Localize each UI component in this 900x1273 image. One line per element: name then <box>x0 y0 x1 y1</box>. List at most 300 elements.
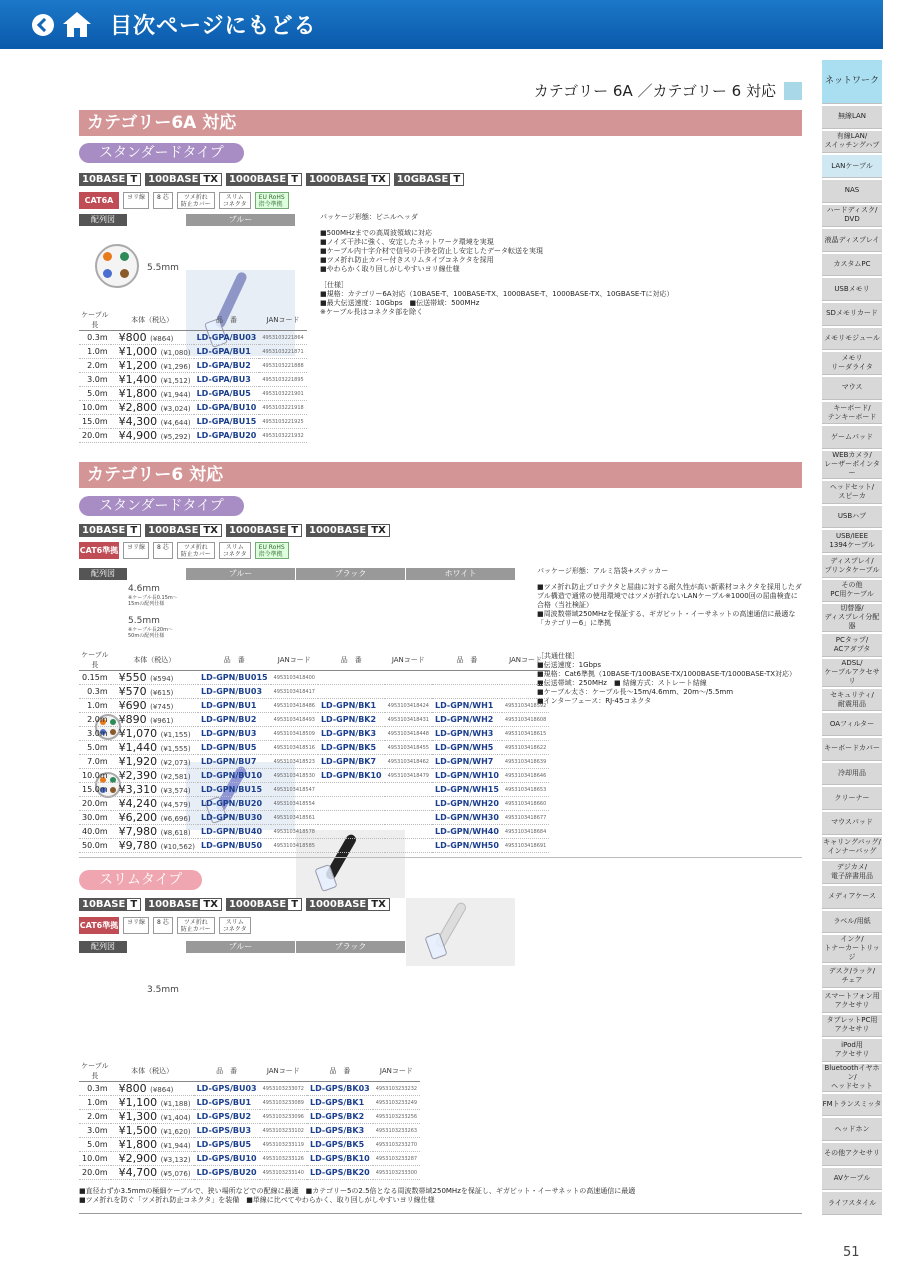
ethernet-standard-badge <box>306 524 390 537</box>
cable-length: 1.0m <box>79 699 111 713</box>
price <box>111 1166 194 1180</box>
price-incl-tax: (¥1,620) <box>160 1128 191 1136</box>
feature-badge: ヨリ線 <box>123 542 149 559</box>
badge-suffix: T <box>130 899 138 910</box>
product-code[interactable]: LD-GPS/BK2 <box>307 1110 373 1124</box>
column-header: 品 番 <box>194 310 260 331</box>
jan-code: 4953103418684 <box>502 825 549 839</box>
ethernet-standard-badge <box>306 898 390 911</box>
package-type: パッケージ形態：ビニルヘッダ <box>320 213 418 221</box>
sidebar-item[interactable]: タブレットPC用 アクセサリ <box>822 1015 882 1038</box>
badge-base: 10BASE <box>82 525 126 536</box>
price-table-cat6 <box>79 650 549 853</box>
price-excl-tax: ¥1,800 <box>118 1138 158 1151</box>
column-header: JANコード <box>260 1061 307 1082</box>
sidebar-item[interactable]: キャリングバッグ/ インナーバッグ <box>822 837 882 860</box>
cable-length: 2.0m <box>79 1110 111 1124</box>
price <box>111 741 198 755</box>
product-code[interactable]: LD-GPS/BK03 <box>307 1082 373 1096</box>
product-code[interactable]: LD-GPN/BU7 <box>198 755 271 769</box>
badge-base: 1000BASE <box>309 525 367 536</box>
cable-length: 2.0m <box>79 359 111 373</box>
price <box>111 387 194 401</box>
ethernet-standard-badge <box>145 173 222 186</box>
price-excl-tax: ¥2,390 <box>118 769 158 782</box>
jan-code: 4953103418691 <box>502 839 549 853</box>
sidebar-item[interactable]: SDメモリカード <box>822 303 882 326</box>
cable-diameter: 5.5mm <box>147 263 179 273</box>
product-code[interactable]: LD-GPA/BU03 <box>194 331 260 345</box>
sidebar-item[interactable]: ライフスタイル <box>822 1192 882 1215</box>
sidebar-item[interactable]: ADSL/ ケーブルアクセサリ <box>822 659 882 687</box>
sidebar-item[interactable]: メモリモジュール <box>822 328 882 351</box>
table-row <box>79 727 549 741</box>
price <box>111 1138 194 1152</box>
price-incl-tax: (¥961) <box>150 717 174 725</box>
price <box>111 685 198 699</box>
product-code[interactable]: LD-GPS/BK10 <box>307 1152 373 1166</box>
badge-base: 1000BASE <box>309 899 367 910</box>
badge-suffix: T <box>453 174 461 185</box>
sidebar-item[interactable]: ディスプレイ/ プリンタケーブル <box>822 555 882 578</box>
feature-badge: 8 芯 <box>153 917 173 934</box>
price-incl-tax: (¥3,024) <box>160 405 191 413</box>
jan-code: 4953103233300 <box>373 1166 420 1180</box>
badge-suffix: T <box>130 525 138 536</box>
specifications: ［仕様］ ■規格：カテゴリー6A対応（10BASE-T、100BASE-TX、1000BASE-T、1000BASE-TX、10GBASE-Tに対応） ■最大伝送速度：10Gbps ■伝送帯域：500MHz ※ケーブル長はコネクタ部を除く <box>320 281 674 316</box>
column-header: 品 番 <box>198 650 271 671</box>
table-row <box>79 1152 420 1166</box>
sidebar-item[interactable]: ネットワーク <box>822 60 882 104</box>
sidebar-item[interactable]: ヘッドセット/ スピーカ <box>822 481 882 504</box>
sidebar-item[interactable]: デスク/ラック/ チェア <box>822 965 882 988</box>
price-excl-tax: ¥800 <box>118 331 147 344</box>
type-tab-standard: スタンダードタイプ <box>79 496 244 516</box>
product-code[interactable]: LD-GPN/BK2 <box>318 713 385 727</box>
divider <box>79 857 802 858</box>
jan-code: 4953103418400 <box>271 671 318 685</box>
product-code[interactable]: LD-GPN/WH15 <box>432 783 502 797</box>
product-code[interactable]: LD-GPN/BK10 <box>318 769 385 783</box>
cable-length: 20.0m <box>79 429 111 443</box>
sidebar-item[interactable]: iPod用 アクセサリ <box>822 1039 882 1062</box>
product-code[interactable]: LD-GPN/BK1 <box>318 699 385 713</box>
color-header-blue: ブルー <box>186 941 295 953</box>
back-to-contents-link[interactable]: 目次ページにもどる <box>110 14 317 39</box>
product-code[interactable] <box>318 685 385 699</box>
sidebar-item[interactable]: マウス <box>822 377 882 400</box>
price <box>111 727 198 741</box>
jan-code: 4953103221864 <box>259 331 306 345</box>
table-row <box>79 825 549 839</box>
product-code[interactable] <box>432 685 502 699</box>
sidebar-item[interactable]: 有線LAN/ スイッチングハブ <box>822 131 882 154</box>
cable-length: 7.0m <box>79 755 111 769</box>
sidebar-item[interactable]: OAフィルター <box>822 713 882 736</box>
price-incl-tax: (¥1,080) <box>160 349 191 357</box>
back-arrow-icon[interactable] <box>32 14 54 36</box>
wiring-diagram-label: 配列図 <box>79 941 127 953</box>
sidebar-item[interactable]: キーボード/ テンキーボード <box>822 402 882 425</box>
price-incl-tax: (¥3,132) <box>160 1156 191 1164</box>
sidebar-item[interactable]: マウスパッド <box>822 812 882 835</box>
price <box>111 699 198 713</box>
table-row <box>79 415 307 429</box>
jan-code: 4953103418677 <box>502 811 549 825</box>
product-code[interactable]: LD-GPS/BU03 <box>194 1082 260 1096</box>
color-header-black: ブラック <box>296 941 405 953</box>
category-sidebar <box>822 60 882 1215</box>
cable-length: 15.0m <box>79 415 111 429</box>
badge-suffix: TX <box>371 174 386 185</box>
table-row <box>79 755 549 769</box>
badge-suffix: TX <box>371 525 386 536</box>
product-code[interactable]: LD-GPN/BU015 <box>198 671 271 685</box>
product-code[interactable]: LD-GPN/WH30 <box>432 811 502 825</box>
product-code[interactable]: LD-GPS/BU5 <box>194 1138 260 1152</box>
product-code[interactable]: LD-GPS/BK3 <box>307 1124 373 1138</box>
product-code[interactable]: LD-GPN/WH1 <box>432 699 502 713</box>
cable-length: 10.0m <box>79 769 111 783</box>
feature-badge: ツメ折れ 防止カバー <box>177 542 215 559</box>
category-badge: CAT6準拠 <box>79 542 119 559</box>
sidebar-item[interactable]: セキュリティ/ 耐震用品 <box>822 689 882 712</box>
sidebar-item[interactable]: FMトランスミッタ <box>822 1094 882 1117</box>
badge-base: 1000BASE <box>309 174 367 185</box>
jan-code: 4953103221918 <box>259 401 306 415</box>
jan-code: 4953103233232 <box>373 1082 420 1096</box>
sidebar-item[interactable]: LANケーブル <box>822 155 882 178</box>
footer-divider <box>79 1213 802 1214</box>
wiring-diagram-label: 配列図 <box>79 214 127 226</box>
category-badge: CAT6A <box>79 192 119 209</box>
ethernet-standard-badge <box>145 898 222 911</box>
sidebar-item[interactable]: ハードディスク/ DVD <box>822 205 882 228</box>
price <box>111 825 198 839</box>
price-incl-tax: (¥10,562) <box>160 843 196 851</box>
product-code[interactable]: LD-GPN/BU03 <box>198 685 271 699</box>
features-description: ■ツメ折れ防止プロテクタと屈曲に対する耐久性が高い新素材コネクタを採用したダブル構造で通常の使用環境ではツメが折れないLANケーブル※1000回の屈曲検査に合格（当社検証） ■周波数帯域250MHzを保証する、ギガビット・イーサネットの高速通信に最適な「カテゴリー6」に準拠 <box>537 583 802 627</box>
jan-code: 4953103418486 <box>271 699 318 713</box>
sidebar-item[interactable]: ラベル/用紙 <box>822 911 882 934</box>
price-excl-tax: ¥9,780 <box>118 839 158 852</box>
column-header: 品 番 <box>318 650 385 671</box>
product-code[interactable] <box>318 797 385 811</box>
sidebar-item[interactable]: デジカメ/ 電子辞書用品 <box>822 861 882 884</box>
product-code[interactable]: LD-GPS/BU1 <box>194 1096 260 1110</box>
badge-suffix: T <box>291 525 299 536</box>
cable-length: 3.0m <box>79 727 111 741</box>
table-row <box>79 671 549 685</box>
table-row <box>79 387 307 401</box>
badge-base: 10BASE <box>82 899 126 910</box>
cable-length: 30.0m <box>79 811 111 825</box>
table-row <box>79 429 307 443</box>
sidebar-item[interactable]: ヘッドホン <box>822 1118 882 1141</box>
cable-length: 0.3m <box>79 331 111 345</box>
product-code[interactable] <box>318 811 385 825</box>
jan-code: 4953103418554 <box>271 797 318 811</box>
product-code[interactable]: LD-GPN/BK5 <box>318 741 385 755</box>
table-row <box>79 811 549 825</box>
price-excl-tax: ¥4,300 <box>118 415 158 428</box>
jan-code: 4953103221901 <box>259 387 306 401</box>
jan-code: 4953103233249 <box>373 1096 420 1110</box>
price-excl-tax: ¥7,980 <box>118 825 158 838</box>
feature-badge: スリム コネクタ <box>219 917 251 934</box>
cable-length: 15.0m <box>79 783 111 797</box>
feature-badge: 8 芯 <box>153 192 173 209</box>
sidebar-item[interactable]: 液晶ディスプレイ <box>822 229 882 252</box>
jan-code: 4953103418424 <box>385 699 432 713</box>
jan-code: 4953103221925 <box>259 415 306 429</box>
product-code[interactable]: LD-GPA/BU10 <box>194 401 260 415</box>
jan-code: 4953103418509 <box>271 727 318 741</box>
product-code[interactable]: LD-GPN/BU2 <box>198 713 271 727</box>
type-tab-standard: スタンダードタイプ <box>79 143 244 163</box>
product-code[interactable]: LD-GPN/BU50 <box>198 839 271 853</box>
cable-length: 40.0m <box>79 825 111 839</box>
product-code[interactable]: LD-GPN/WH20 <box>432 797 502 811</box>
product-code[interactable]: LD-GPS/BU10 <box>194 1152 260 1166</box>
product-code[interactable]: LD-GPA/BU20 <box>194 429 260 443</box>
sidebar-item[interactable]: USB/IEEE 1394ケーブル <box>822 530 882 553</box>
badge-base: 100BASE <box>148 899 199 910</box>
feature-badge: ツメ折れ 防止カバー <box>177 917 215 934</box>
home-icon[interactable] <box>62 11 92 39</box>
price-excl-tax: ¥1,500 <box>118 1124 158 1137</box>
eu-rohs-badge: EU RoHS 指令準拠 <box>255 192 289 209</box>
product-code[interactable]: LD-GPN/WH2 <box>432 713 502 727</box>
product-code[interactable]: LD-GPS/BU3 <box>194 1124 260 1138</box>
jan-code: 4953103418585 <box>271 839 318 853</box>
product-code[interactable]: LD-GPN/BU15 <box>198 783 271 797</box>
sidebar-item[interactable]: その他アクセサリ <box>822 1143 882 1166</box>
price-incl-tax: (¥864) <box>150 1086 174 1094</box>
price <box>111 811 198 825</box>
sidebar-item[interactable]: メディアケース <box>822 886 882 909</box>
product-code[interactable] <box>318 825 385 839</box>
table-row <box>79 345 307 359</box>
sidebar-item[interactable]: クリーナー <box>822 787 882 810</box>
cable-diameter-2: 5.5mm <box>128 616 160 626</box>
product-code[interactable]: LD-GPN/BU10 <box>198 769 271 783</box>
page-header-text: カテゴリー 6A ／カテゴリー 6 対応 <box>533 82 776 100</box>
jan-code <box>502 671 549 685</box>
product-code[interactable]: LD-GPS/BK5 <box>307 1138 373 1152</box>
column-header: 品 番 <box>307 1061 373 1082</box>
jan-code <box>385 811 432 825</box>
jan-code <box>385 825 432 839</box>
cable-length: 5.0m <box>79 387 111 401</box>
jan-code: 4953103418493 <box>271 713 318 727</box>
price-excl-tax: ¥570 <box>118 685 147 698</box>
cable-diameter-2-note: ※ケーブル長20m〜 50mの配列仕様 <box>128 627 173 639</box>
cable-length: 0.15m <box>79 671 111 685</box>
feature-icons <box>79 917 251 934</box>
color-header-black: ブラック <box>296 568 405 580</box>
sidebar-item[interactable]: 冷却用品 <box>822 763 882 786</box>
product-code[interactable] <box>318 671 385 685</box>
sidebar-item[interactable]: USBメモリ <box>822 278 882 301</box>
color-header-blue: ブルー <box>186 568 295 580</box>
sidebar-item[interactable]: AVケーブル <box>822 1168 882 1191</box>
product-code[interactable]: LD-GPN/BK3 <box>318 727 385 741</box>
product-code[interactable] <box>318 783 385 797</box>
badge-suffix: T <box>291 174 299 185</box>
price-excl-tax: ¥1,070 <box>118 727 158 740</box>
cable-length: 20.0m <box>79 1166 111 1180</box>
sidebar-item[interactable]: PCタップ/ ACアダプタ <box>822 634 882 657</box>
product-code[interactable] <box>318 839 385 853</box>
price <box>111 1110 194 1124</box>
product-code[interactable]: LD-GPA/BU15 <box>194 415 260 429</box>
type-tab-slim: スリムタイプ <box>79 870 202 890</box>
price <box>111 769 198 783</box>
specifications: ［共通仕様］ ■伝送速度：1Gbps ■規格：Cat6準拠（10BASE-T/100BASE-TX/1000BASE-T/1000BASE-TX対応） ■伝送帯域：250MHz ■ 結線方式：ストレート結線 ■ケーブル太さ：ケーブル長〜15m/4.6mm、20m〜/5.5mm ■インターフェース：RJ-45コネクタ <box>537 652 797 705</box>
table-row <box>79 1110 420 1124</box>
product-code[interactable]: LD-GPN/BU40 <box>198 825 271 839</box>
product-code[interactable]: LD-GPN/WH10 <box>432 769 502 783</box>
jan-code <box>502 685 549 699</box>
jan-code: 4953103233263 <box>373 1124 420 1138</box>
price-excl-tax: ¥1,100 <box>118 1096 158 1109</box>
price-incl-tax: (¥2,581) <box>160 773 191 781</box>
jan-code: 4953103418622 <box>502 741 549 755</box>
table-row <box>79 769 549 783</box>
badge-suffix: T <box>291 899 299 910</box>
price-excl-tax: ¥1,400 <box>118 373 158 386</box>
sidebar-item[interactable]: インク/ トナーカートリッジ <box>822 935 882 963</box>
column-header: JANコード <box>373 1061 420 1082</box>
jan-code: 4953103221871 <box>259 345 306 359</box>
badge-base: 10BASE <box>82 174 126 185</box>
product-code[interactable]: LD-GPN/WH5 <box>432 741 502 755</box>
jan-code: 4953103233270 <box>373 1138 420 1152</box>
table-row <box>79 685 549 699</box>
product-code[interactable]: LD-GPN/BU3 <box>198 727 271 741</box>
table-row <box>79 713 549 727</box>
sidebar-item[interactable]: NAS <box>822 180 882 203</box>
product-code[interactable]: LD-GPN/WH40 <box>432 825 502 839</box>
price <box>111 671 198 685</box>
jan-code <box>385 685 432 699</box>
product-code[interactable]: LD-GPN/BK7 <box>318 755 385 769</box>
badge-suffix: T <box>130 174 138 185</box>
feature-badge: ヨリ線 <box>123 192 149 209</box>
price <box>111 429 194 443</box>
product-code[interactable]: LD-GPS/BK20 <box>307 1166 373 1180</box>
price-incl-tax: (¥1,404) <box>160 1114 191 1122</box>
badge-base: 1000BASE <box>228 174 287 185</box>
product-code[interactable]: LD-GPS/BU2 <box>194 1110 260 1124</box>
jan-code: 4953103418646 <box>502 769 549 783</box>
product-code[interactable]: LD-GPA/BU3 <box>194 373 260 387</box>
sidebar-item[interactable]: 切替器/ ディスプレイ分配器 <box>822 604 882 632</box>
product-code[interactable]: LD-GPA/BU5 <box>194 387 260 401</box>
jan-code: 4953103233102 <box>260 1124 307 1138</box>
connector-wiring-diagram <box>95 244 139 288</box>
price-excl-tax: ¥4,240 <box>118 797 158 810</box>
price <box>111 1096 194 1110</box>
jan-code: 4953103233126 <box>260 1152 307 1166</box>
sidebar-item[interactable]: キーボードカバー <box>822 738 882 761</box>
price-excl-tax: ¥2,800 <box>118 401 158 414</box>
jan-code <box>385 839 432 853</box>
product-code[interactable]: LD-GPN/WH3 <box>432 727 502 741</box>
table-header-row <box>79 650 549 671</box>
badge-base: 100BASE <box>148 174 199 185</box>
sidebar-item[interactable]: WEBカメラ/ レーザーポインター <box>822 451 882 479</box>
badge-suffix: TX <box>203 525 218 536</box>
badge-base: 1000BASE <box>228 525 287 536</box>
badge-suffix: TX <box>203 174 218 185</box>
sidebar-item[interactable]: 無線LAN <box>822 106 882 129</box>
table-row <box>79 1166 420 1180</box>
price-incl-tax: (¥1,512) <box>160 377 191 385</box>
product-code[interactable]: LD-GPA/BU2 <box>194 359 260 373</box>
price-excl-tax: ¥1,440 <box>118 741 158 754</box>
ethernet-standard-badge <box>145 524 222 537</box>
jan-code <box>385 783 432 797</box>
price-excl-tax: ¥4,700 <box>118 1166 158 1179</box>
jan-code: 4953103418462 <box>385 755 432 769</box>
sidebar-item[interactable]: メモリ リーダライタ <box>822 352 882 375</box>
product-code[interactable]: LD-GPN/WH7 <box>432 755 502 769</box>
cable-length: 5.0m <box>79 741 111 755</box>
slim-type-notes: ■直径わずか3.5mmの極細ケーブルで、狭い場所などでの配線に最適 ■カテゴリー5の2.5倍となる周波数帯域250MHzを保証し、ギガビット・イーサネットの高速通信に最適 ■ツメ折れを防ぐ「ツメ折れ防止コネクタ」を装備 ■単線に比べてやわらかく、取り回しがしやすいヨリ線仕様 <box>79 1187 636 1204</box>
table-row <box>79 1082 420 1096</box>
page-number: 51 <box>843 1245 860 1260</box>
column-header: 本体（税込） <box>111 310 194 331</box>
cable-length: 0.3m <box>79 1082 111 1096</box>
price <box>111 755 198 769</box>
sidebar-item[interactable]: スマートフォン用 アクセサリ <box>822 990 882 1013</box>
product-code[interactable]: LD-GPN/BU30 <box>198 811 271 825</box>
price-excl-tax: ¥6,200 <box>118 811 158 824</box>
price <box>111 783 198 797</box>
sidebar-item[interactable]: その他 PC用ケーブル <box>822 580 882 603</box>
jan-code: 4953103233287 <box>373 1152 420 1166</box>
feature-icons <box>79 542 289 559</box>
color-header-blue: ブルー <box>186 214 295 226</box>
product-code[interactable]: LD-GPS/BU20 <box>194 1166 260 1180</box>
sidebar-item[interactable]: カスタムPC <box>822 254 882 277</box>
product-code[interactable]: LD-GPS/BK1 <box>307 1096 373 1110</box>
price-incl-tax: (¥615) <box>150 689 174 697</box>
product-code[interactable]: LD-GPN/BU20 <box>198 797 271 811</box>
ethernet-standard-badge <box>226 173 302 186</box>
product-code[interactable]: LD-GPA/BU1 <box>194 345 260 359</box>
jan-code: 4953103418417 <box>271 685 318 699</box>
price-incl-tax: (¥4,644) <box>160 419 191 427</box>
price-table-cat6a <box>79 310 307 443</box>
wiring-diagram-label: 配列図 <box>79 568 127 580</box>
sidebar-item[interactable]: Bluetoothイヤホン/ ヘッドセット <box>822 1064 882 1092</box>
jan-code: 4953103233140 <box>260 1166 307 1180</box>
product-code[interactable]: LD-GPN/WH50 <box>432 839 502 853</box>
table-row <box>79 359 307 373</box>
sidebar-item[interactable]: USBハブ <box>822 506 882 529</box>
product-code[interactable]: LD-GPN/BU5 <box>198 741 271 755</box>
product-code[interactable] <box>432 671 502 685</box>
column-header: JANコード <box>502 650 549 671</box>
jan-code: 4953103418448 <box>385 727 432 741</box>
product-code[interactable]: LD-GPN/BU1 <box>198 699 271 713</box>
package-type: パッケージ形態：アルミ箔袋+ステッカー <box>537 567 669 575</box>
sidebar-item[interactable]: ゲームパッド <box>822 426 882 449</box>
spec-badges <box>79 898 390 911</box>
